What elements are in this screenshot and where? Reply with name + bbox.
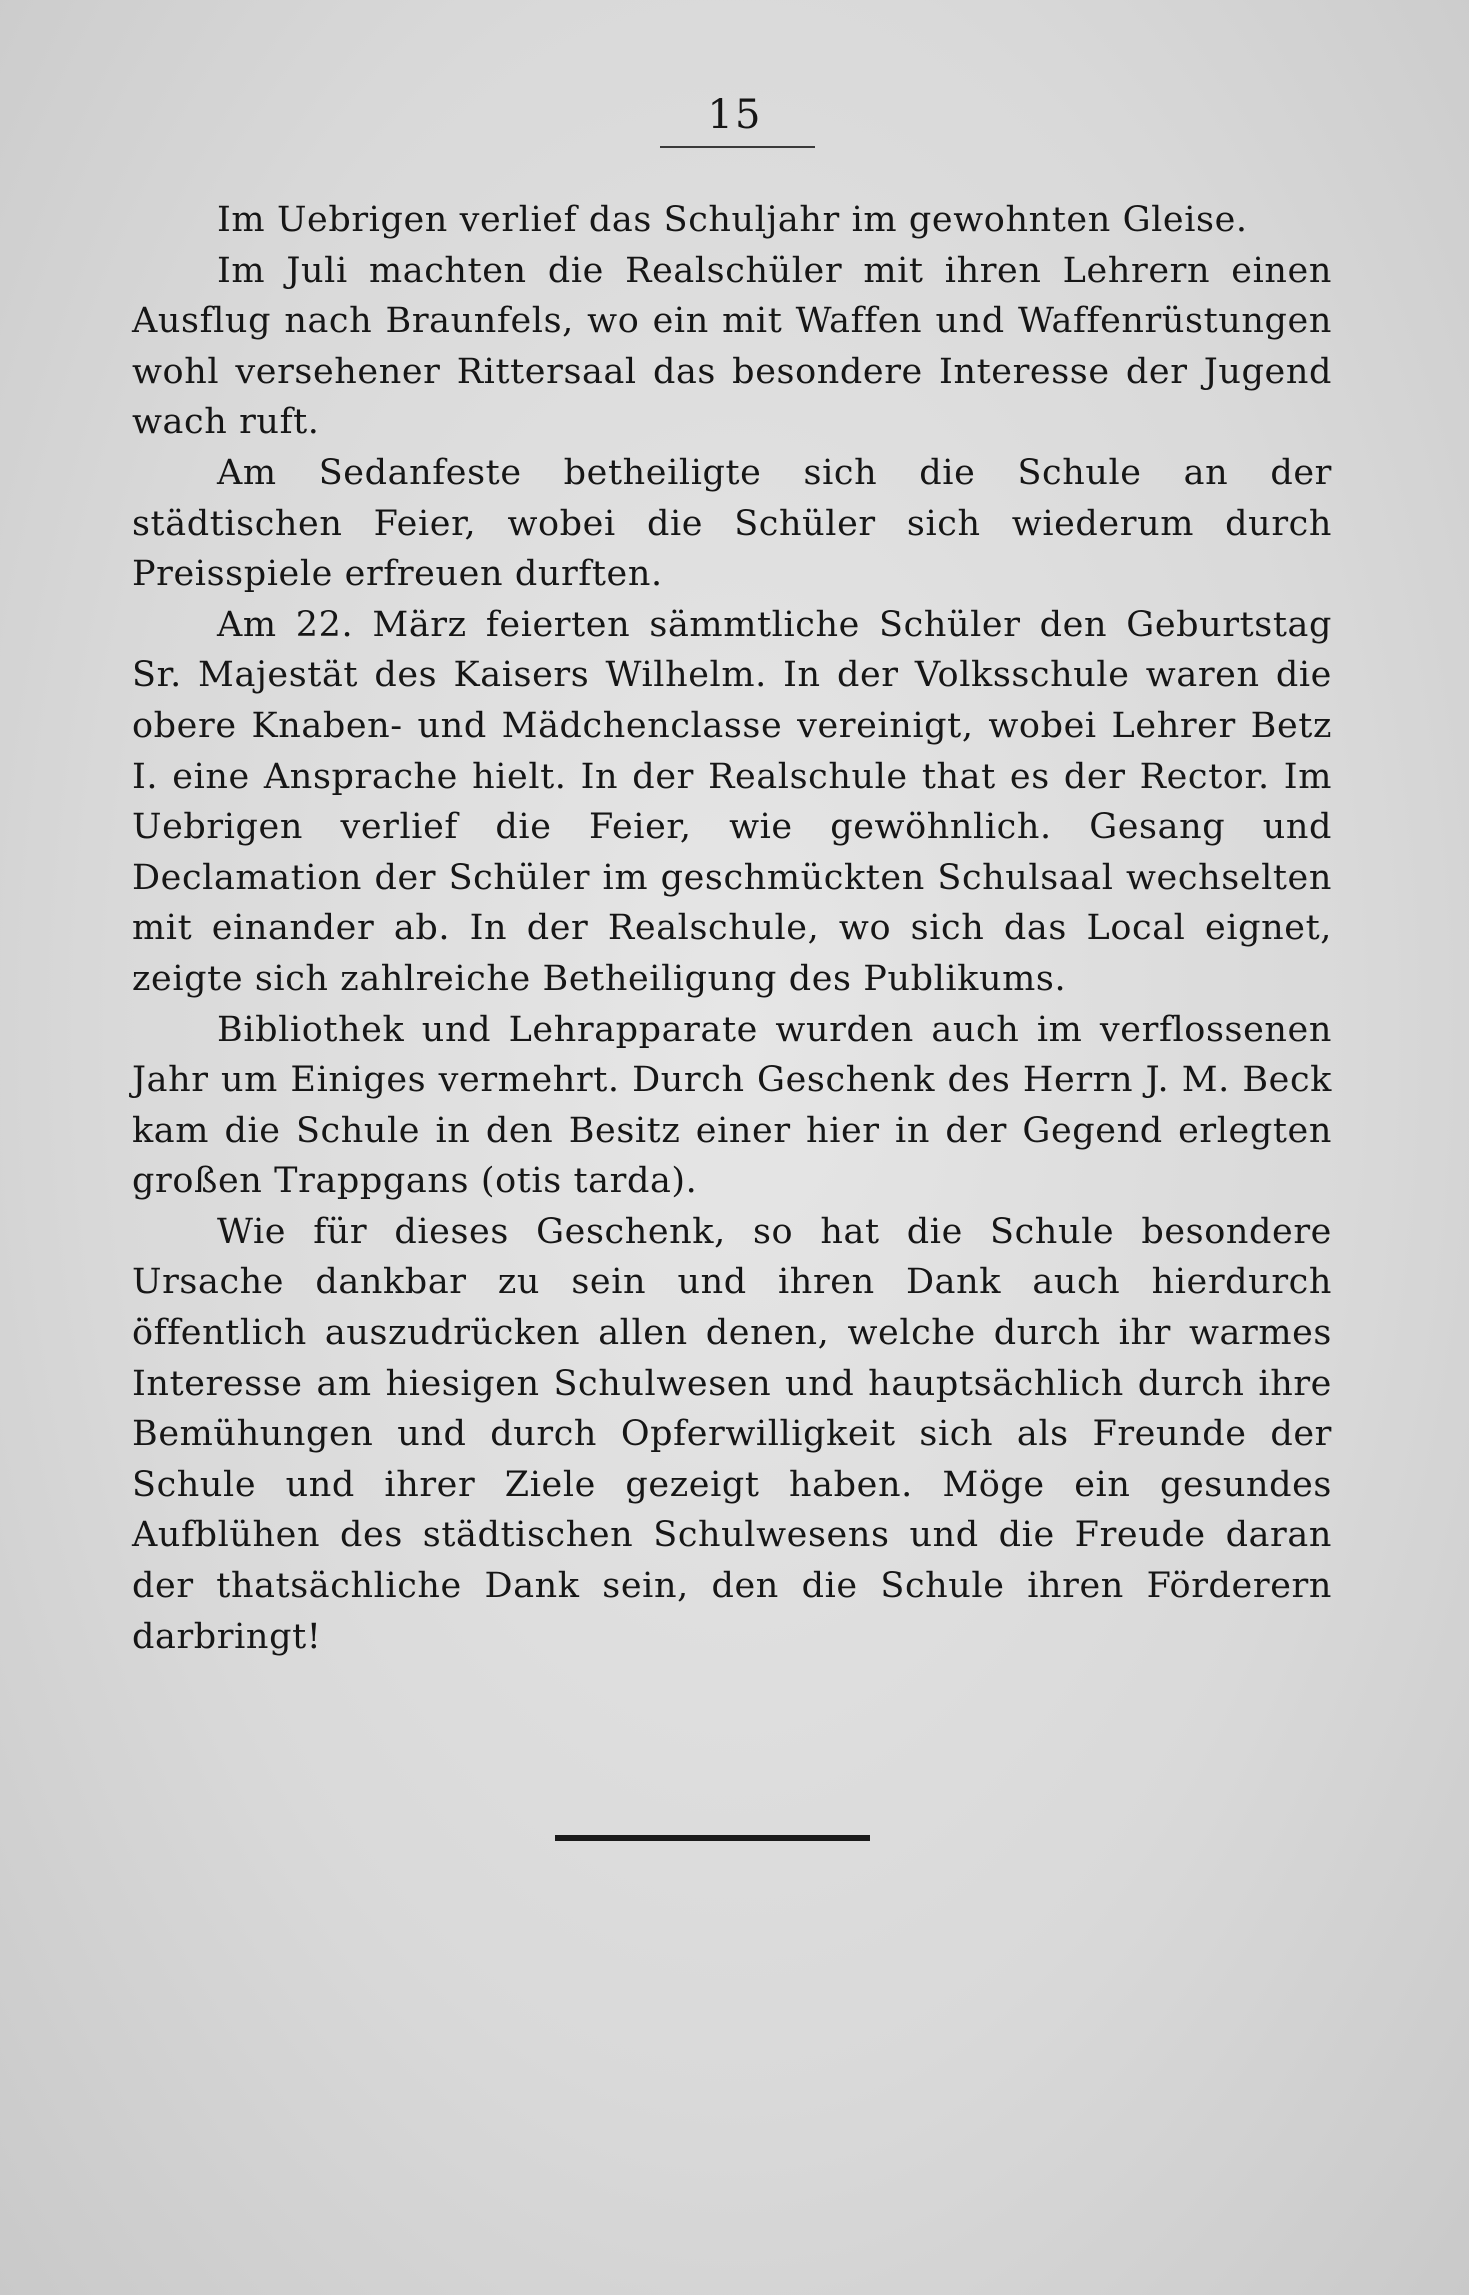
page-number: 15	[707, 92, 763, 138]
paragraph-school-year: Im Uebrigen verlief das Schuljahr im gewohnten Gleise.	[217, 200, 1248, 240]
body-text	[132, 195, 1332, 1662]
page-number-rule	[660, 146, 815, 148]
closing-rule	[555, 1835, 870, 1841]
paragraph-excursion: Im Juli machten die Realschüler mit ihren Lehrern einen Ausflug nach Braunfels, wo ein mit Waffen und Waffenrüstungen wohl versehener Rittersaal das besondere Interesse der Jugend wach ruft.	[132, 250, 1332, 443]
paragraph-library: Bibliothek und Lehrapparate wurden auch im verflossenen Jahr um Einiges vermehrt. Durch Geschenk des Herrn J. M. Beck kam die Schule in den Besitz einer hier in der Gegend erlegten großen Trappgans (otis tarda).	[132, 1009, 1332, 1202]
paragraph-sedan-festival: Am Sedanfeste betheiligte sich die Schule an der städtischen Feier, wobei die Schüler sich wiederum durch Preisspiele erfreuen durften.	[132, 452, 1332, 595]
paragraph-thanks: Wie für dieses Geschenk, so hat die Schule besondere Ursache dankbar zu sein und ihren Dank auch hierdurch öffentlich auszudrücken allen denen, welche durch ihr warmes Interesse am hiesigen Schulwesen und hauptsächlich durch ihre Bemühungen und durch Opferwilligkeit sich als Freunde der Schule und ihrer Ziele gezeigt haben. Möge ein gesundes Aufblühen des städtischen Schulwesens und die Freude daran der thatsächliche Dank sein, den die Schule ihren Förderern darbringt!	[132, 1211, 1332, 1657]
paragraph-emperor-birthday: Am 22. März feierten sämmtliche Schüler den Geburtstag Sr. Majestät des Kaisers Wilhelm. In der Volksschule waren die obere Knaben- und Mädchenclasse vereinigt, wobei Lehrer Betz I. eine Ansprache hielt. In der Realschule that es der Rector. Im Uebrigen verlief die Feier, wie gewöhnlich. Gesang und Declamation der Schüler im geschmückten Schulsaal wechselten mit einander ab. In der Realschule, wo sich das Local eignet, zeigte sich zahlreiche Betheiligung des Publikums.	[132, 604, 1332, 999]
